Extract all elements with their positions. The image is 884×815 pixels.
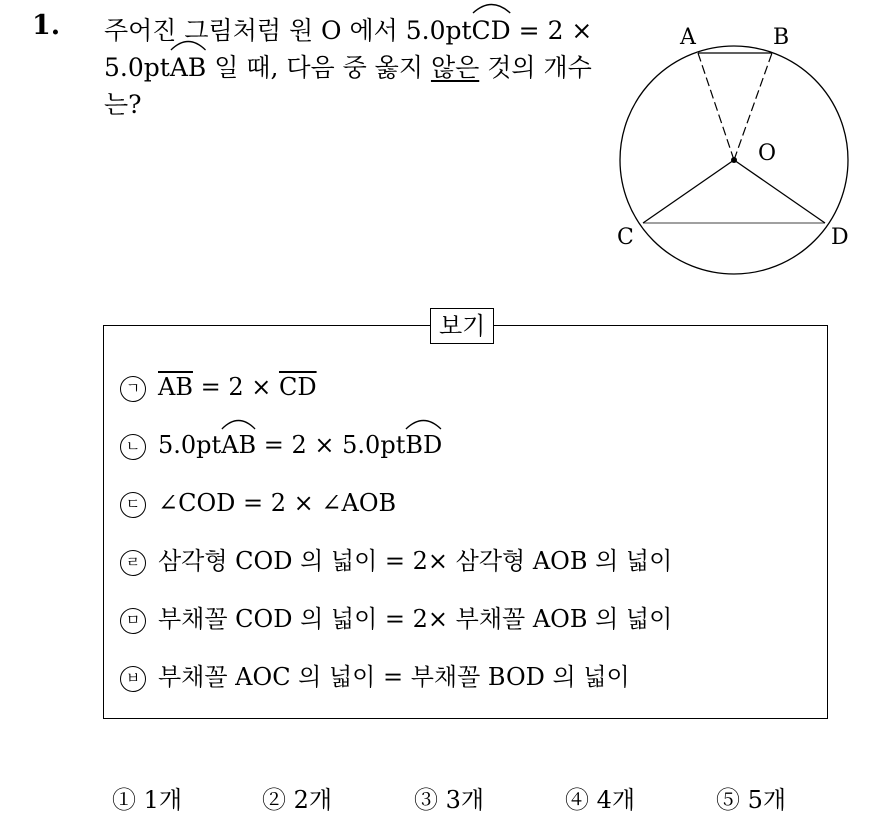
item-marker: ㄴ xyxy=(120,434,146,460)
label-b: B xyxy=(773,25,790,50)
underlined-word: 않은 xyxy=(430,53,480,82)
choice-4[interactable]: ④ 4개 xyxy=(565,786,636,814)
segment-cd: $\overline{CD}$ xyxy=(278,373,317,401)
question-line-2 xyxy=(104,49,604,86)
item-nieun xyxy=(120,428,672,486)
center-point xyxy=(731,157,737,163)
arc-cd-label: CD xyxy=(471,16,511,45)
item-marker: ㅁ xyxy=(120,608,146,634)
item-text: 부채꼴 COD 의 넓이 = 2× 부채꼴 AOB 의 넓이 xyxy=(158,605,673,633)
arc-ab xyxy=(170,49,206,86)
item-text: 5.0pt xyxy=(158,431,222,459)
item-rieul xyxy=(120,544,672,602)
arc-ab-label: AB xyxy=(169,53,207,82)
item-text: 부채꼴 AOC 의 넓이 = 부채꼴 BOD 의 넓이 xyxy=(158,663,630,691)
item-text: = 2 × xyxy=(192,373,279,401)
box-items xyxy=(120,370,672,718)
example-box xyxy=(103,312,828,719)
arc-bd xyxy=(405,428,442,462)
item-digeut xyxy=(120,486,672,544)
radius-od xyxy=(734,160,825,223)
label-o: O xyxy=(758,141,777,166)
q-line1-post: = 2 × xyxy=(510,16,593,45)
item-giyeok xyxy=(120,370,672,428)
radius-oc xyxy=(643,160,734,223)
question-text xyxy=(104,12,604,123)
choice-5[interactable]: ⑤ 5개 xyxy=(716,786,787,814)
item-text: = 2 × 5.0pt xyxy=(256,431,406,459)
segment-ab: $\overline{AB}$ xyxy=(158,373,193,401)
item-mieum xyxy=(120,602,672,660)
question-number: 1. xyxy=(32,10,61,41)
item-marker: ㄱ xyxy=(120,376,146,402)
item-marker: ㄹ xyxy=(120,550,146,576)
arc-bd-label: BD xyxy=(405,431,443,459)
choice-3[interactable]: ③ 3개 xyxy=(414,786,485,814)
label-c: C xyxy=(617,225,634,250)
label-a: A xyxy=(680,25,696,50)
box-title: 보기 xyxy=(430,308,494,344)
radius-oa xyxy=(698,53,734,160)
arc-ab-label: AB xyxy=(221,431,257,459)
arc-cd xyxy=(472,12,511,49)
label-d: D xyxy=(831,225,849,250)
q-line2-mid: 일 때, 다음 중 옳지 xyxy=(206,53,431,82)
item-marker: ㄷ xyxy=(120,492,146,518)
q-line1-pre: 주어진 그림처럼 원 O 에서 5.0pt xyxy=(104,16,472,45)
circle-diagram xyxy=(610,20,860,280)
item-text: 삼각형 COD 의 넓이 = 2× 삼각형 AOB 의 넓이 xyxy=(158,547,673,575)
item-bieup xyxy=(120,660,672,718)
q-line2-pre: 5.0pt xyxy=(104,53,170,82)
arc-ab xyxy=(221,428,256,462)
question-line-3: 는? xyxy=(104,90,142,119)
q-line2-post: 것의 개수 xyxy=(479,53,592,82)
item-marker: ㅂ xyxy=(120,666,146,692)
choice-2[interactable]: ② 2개 xyxy=(262,786,333,814)
item-text: ∠COD = 2 × ∠AOB xyxy=(158,489,397,517)
choice-1[interactable]: ① 1개 xyxy=(112,786,183,814)
